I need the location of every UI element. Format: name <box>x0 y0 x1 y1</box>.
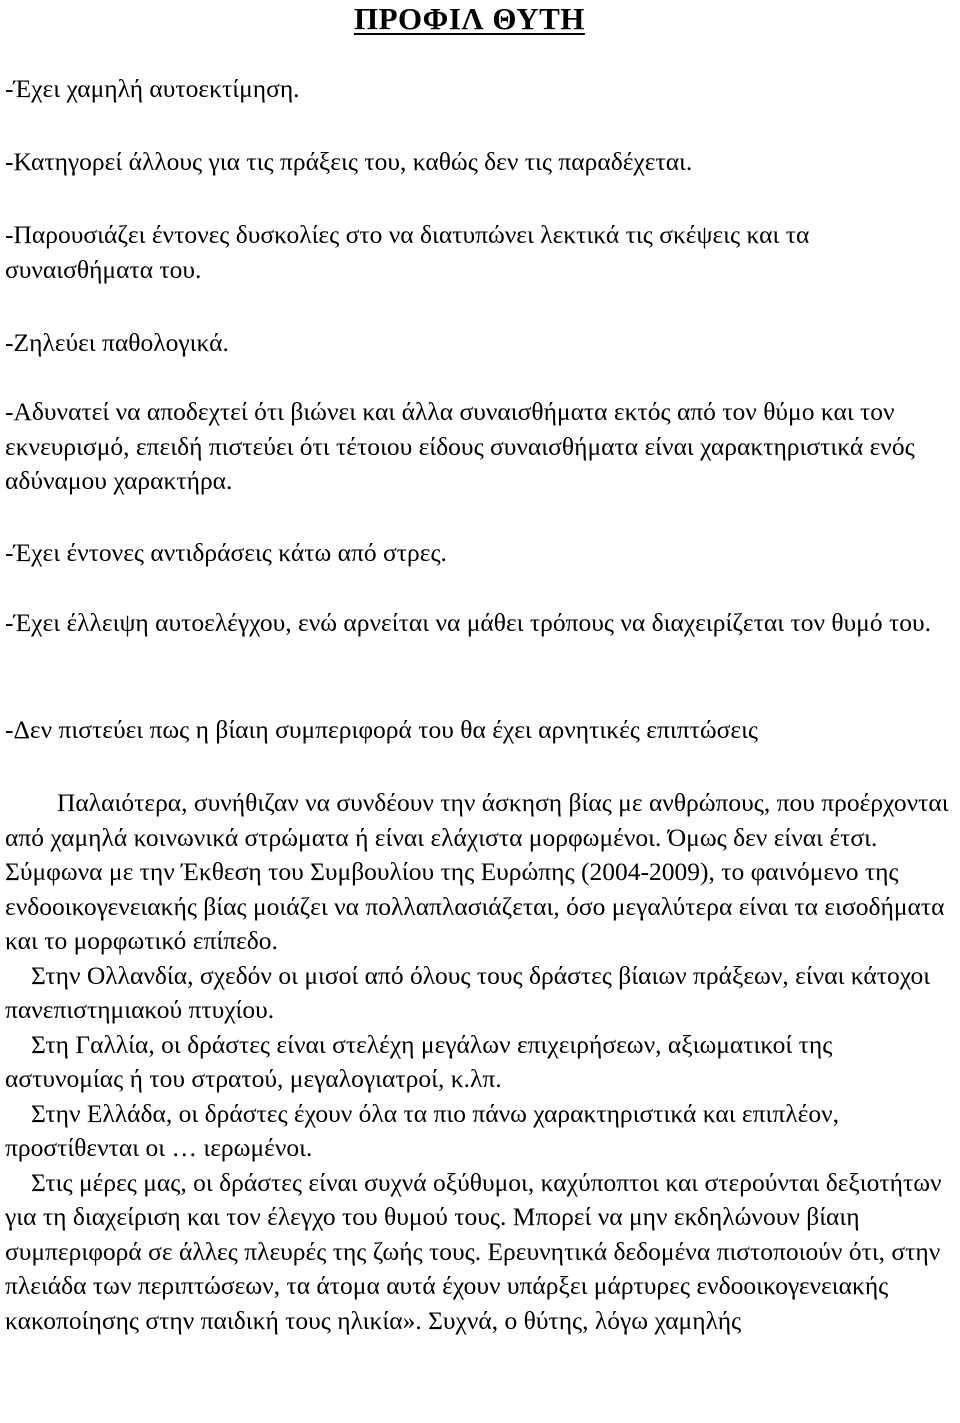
body-paragraph: Στην Ελλάδα, οι δράστες έχουν όλα τα πιο πάνω χαρακτηριστικά και επιπλέον, προστίθενται οι … ιερωμένοι. <box>5 1098 839 1162</box>
body-paragraph: Στην Ολλανδία, σχεδόν οι μισοί από όλους τους δράστες βίαιων πράξεων, είναι κάτοχοι πανεπιστημιακού πτυχίου. <box>5 960 931 1024</box>
body-paragraph: Στη Γαλλία, οι δράστες είναι στελέχη μεγάλων επιχειρήσεων, αξιωματικοί της αστυνομίας ή του στρατού, μεγαλογιατροί, κ.λπ. <box>5 1029 833 1093</box>
bullet-item: -Έχει χαμηλή αυτοεκτίμηση. <box>5 74 300 103</box>
bullet-item: -Δεν πιστεύει πως η βίαιη συμπεριφορά του θα έχει αρνητικές επιπτώσεις <box>5 715 759 744</box>
bullet-item: -Έχει έλλειψη αυτοελέγχου, ενώ αρνείται να μάθει τρόπους να διαχειρίζεται τον θυμό του. <box>5 608 931 637</box>
bullet-item: -Έχει έντονες αντιδράσεις κάτω από στρες. <box>5 538 447 567</box>
bullet-item: -Αδυνατεί να αποδεχτεί ότι βιώνει και άλλα συναισθήματα εκτός από τον θύμο και τον εκνευρισμό, επειδή πιστεύει ότι τέτοιου είδους συναισθήματα είναι χαρακτηριστικά ενός αδύναμου χαρακτήρα. <box>5 397 915 495</box>
bullet-item: -Παρουσιάζει έντονες δυσκολίες στο να διατυπώνει λεκτικά τις σκέψεις και τα συναισθήματα του. <box>5 220 810 284</box>
body-paragraph: Παλαιότερα, συνήθιζαν να συνδέουν την άσκηση βίας με ανθρώπους, που προέρχονται από χαμηλά κοινωνικά στρώματα ή είναι ελάχιστα μορφωμένοι. Όμως δεν είναι έτσι. Σύμφωνα με την Έκθεση του Συμβουλίου της Ευρώπης (2004-2009), το φαινόμενο της ενδοοικογενειακής βίας μοιάζει να πολλαπλασιάζεται, όσο μεγαλύτερα είναι τα εισοδήματα και το μορφωτικό επίπεδο. <box>5 788 949 955</box>
bullet-item: -Ζηλεύει παθολογικά. <box>5 328 229 357</box>
page-title: ΠΡΟΦΙΛ ΘΥΤΗ <box>354 1 585 36</box>
body-paragraph: Στις μέρες μας, οι δράστες είναι συχνά οξύθυμοι, καχύποπτοι και στερούνται δεξιοτήτων για τη διαχείριση και τον έλεγχο του θυμού τους. Μπορεί να μην εκδηλώνουν βίαιη συμπεριφορά σε άλλες πλευρές της ζωής τους. Ερευνητικά δεδομένα πιστοποιούν ότι, στην πλειάδα των περιπτώσεων, τα άτομα αυτά έχουν υπάρξει μάρτυρες ενδοοικογενειακής κακοποίησης στην παιδική τους ηλικία». Συχνά, ο θύτης, λόγω χαμηλής <box>5 1167 942 1335</box>
bullet-item: -Κατηγορεί άλλους για τις πράξεις του, καθώς δεν τις παραδέχεται. <box>5 147 693 176</box>
body-text <box>5 786 955 1338</box>
